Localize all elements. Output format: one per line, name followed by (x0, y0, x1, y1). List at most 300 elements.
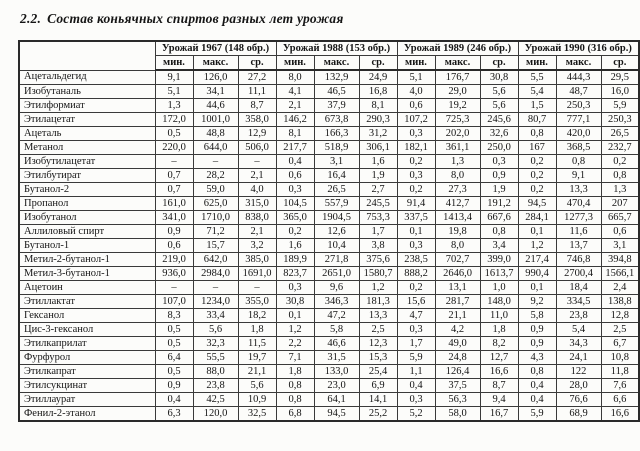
value-cell: 990,4 (518, 267, 556, 281)
value-cell: 2,7 (359, 183, 397, 197)
substance-label: Цис-3-гексанол (19, 323, 155, 337)
value-cell: 838,0 (238, 211, 276, 225)
value-cell: 21,1 (435, 309, 480, 323)
value-cell: 13,1 (435, 281, 480, 295)
value-cell: 166,3 (314, 127, 359, 141)
value-cell: 122 (556, 365, 601, 379)
value-cell: 8,0 (435, 239, 480, 253)
value-cell: 0,9 (155, 379, 193, 393)
value-cell: 37,5 (435, 379, 480, 393)
value-cell: 76,6 (556, 393, 601, 407)
value-cell: 16,6 (601, 407, 639, 422)
value-cell: 2984,0 (193, 267, 238, 281)
value-cell: 5,9 (397, 351, 435, 365)
substance-label: Этилформиат (19, 99, 155, 113)
value-cell: 16,7 (480, 407, 518, 422)
value-cell: 12,9 (238, 127, 276, 141)
value-cell: 1413,4 (435, 211, 480, 225)
table-row (19, 183, 639, 197)
value-cell: 14,1 (359, 393, 397, 407)
value-cell: 181,3 (359, 295, 397, 309)
value-cell: 29,5 (601, 70, 639, 85)
table-row (19, 407, 639, 422)
table-row (19, 85, 639, 99)
value-cell: 1,8 (238, 323, 276, 337)
value-cell: 37,9 (314, 99, 359, 113)
value-cell: 518,9 (314, 141, 359, 155)
value-cell: 25,2 (359, 407, 397, 422)
value-cell: 148,0 (480, 295, 518, 309)
substance-label: Этиллактат (19, 295, 155, 309)
value-cell: 59,0 (193, 183, 238, 197)
value-cell: 16,4 (314, 169, 359, 183)
value-cell: 644,0 (193, 141, 238, 155)
value-cell: 4,2 (435, 323, 480, 337)
substance-label: Ацеталь (19, 127, 155, 141)
value-cell: 4,7 (397, 309, 435, 323)
value-cell: 420,0 (556, 127, 601, 141)
table-row (19, 309, 639, 323)
value-cell: 19,8 (435, 225, 480, 239)
value-cell: 0,8 (518, 365, 556, 379)
value-cell: 217,4 (518, 253, 556, 267)
substance-label: Этилкаприлат (19, 337, 155, 351)
value-cell: 315,0 (238, 197, 276, 211)
value-cell: 167 (518, 141, 556, 155)
value-cell: 1,9 (359, 169, 397, 183)
value-cell: – (193, 155, 238, 169)
value-cell: 337,5 (397, 211, 435, 225)
value-cell: 2,5 (601, 323, 639, 337)
table-row (19, 211, 639, 225)
value-cell: 0,4 (518, 379, 556, 393)
value-cell: 7,6 (601, 379, 639, 393)
value-cell: 290,3 (359, 113, 397, 127)
value-cell: 0,8 (556, 155, 601, 169)
value-cell: 8,0 (276, 70, 314, 85)
value-cell: 1,2 (518, 239, 556, 253)
value-cell: 5,9 (601, 99, 639, 113)
value-cell: 189,9 (276, 253, 314, 267)
value-cell: 0,4 (518, 393, 556, 407)
value-cell: 12,8 (601, 309, 639, 323)
value-cell: 2646,0 (435, 267, 480, 281)
value-cell: 8,1 (276, 127, 314, 141)
value-cell: 0,9 (518, 337, 556, 351)
value-cell: 3,2 (238, 239, 276, 253)
value-cell: 385,0 (238, 253, 276, 267)
value-cell: 0,9 (155, 225, 193, 239)
table-row (19, 351, 639, 365)
value-cell: 355,0 (238, 295, 276, 309)
value-cell: 71,2 (193, 225, 238, 239)
value-cell: 1,3 (601, 183, 639, 197)
substance-label: Этилкапрат (19, 365, 155, 379)
value-cell: 107,0 (155, 295, 193, 309)
value-cell: 9,1 (155, 70, 193, 85)
value-cell: 1,2 (276, 323, 314, 337)
value-cell: 15,3 (359, 351, 397, 365)
value-cell: 23,8 (193, 379, 238, 393)
table-row (19, 295, 639, 309)
value-cell: 0,5 (155, 127, 193, 141)
substance-label: Этилацетат (19, 113, 155, 127)
subheader-min: мин. (397, 56, 435, 71)
value-cell: 5,4 (518, 85, 556, 99)
value-cell: 25,4 (359, 365, 397, 379)
value-cell: 2,5 (359, 323, 397, 337)
value-cell: 0,5 (155, 323, 193, 337)
value-cell: 0,2 (276, 225, 314, 239)
value-cell: 48,7 (556, 85, 601, 99)
value-cell: 0,3 (397, 393, 435, 407)
value-cell: 0,8 (480, 225, 518, 239)
corner-cell (19, 41, 155, 70)
value-cell: 5,5 (518, 70, 556, 85)
subheader-avg: ср. (238, 56, 276, 71)
value-cell: 0,8 (518, 127, 556, 141)
group-header-row (19, 41, 639, 56)
value-cell: 1,3 (155, 99, 193, 113)
table-row (19, 379, 639, 393)
value-cell: 176,7 (435, 70, 480, 85)
subheader-min: мин. (518, 56, 556, 71)
value-cell: 26,5 (314, 183, 359, 197)
value-cell: 0,7 (155, 169, 193, 183)
value-cell: 0,3 (397, 239, 435, 253)
value-cell: 32,6 (480, 127, 518, 141)
value-cell: 506,0 (238, 141, 276, 155)
substance-label: Этилсукцинат (19, 379, 155, 393)
value-cell: 80,7 (518, 113, 556, 127)
value-cell: 1,5 (518, 99, 556, 113)
value-cell: 1904,5 (314, 211, 359, 225)
value-cell: 10,4 (314, 239, 359, 253)
value-cell: 0,1 (276, 309, 314, 323)
value-cell: – (155, 281, 193, 295)
value-cell: 2651,0 (314, 267, 359, 281)
value-cell: 0,4 (276, 155, 314, 169)
substance-label: Изобутаналь (19, 85, 155, 99)
value-cell: 94,5 (314, 407, 359, 422)
value-cell: 1277,3 (556, 211, 601, 225)
value-cell: 0,3 (276, 183, 314, 197)
value-cell: 1,7 (359, 225, 397, 239)
table-row (19, 337, 639, 351)
value-cell: 10,8 (601, 351, 639, 365)
value-cell: – (238, 281, 276, 295)
value-cell: 0,8 (601, 169, 639, 183)
value-cell: 107,2 (397, 113, 435, 127)
value-cell: 470,4 (556, 197, 601, 211)
value-cell: 8,1 (359, 99, 397, 113)
value-cell: 2,1 (238, 169, 276, 183)
value-cell: 5,6 (193, 323, 238, 337)
value-cell: 56,3 (435, 393, 480, 407)
value-cell: 27,2 (238, 70, 276, 85)
table-row (19, 323, 639, 337)
value-cell: 217,7 (276, 141, 314, 155)
value-cell: 394,8 (601, 253, 639, 267)
substance-label: Изобутанол (19, 211, 155, 225)
value-cell: 0,5 (155, 365, 193, 379)
value-cell: 191,2 (480, 197, 518, 211)
value-cell: 746,8 (556, 253, 601, 267)
value-cell: 5,6 (480, 99, 518, 113)
table-row (19, 239, 639, 253)
value-cell: 31,5 (314, 351, 359, 365)
value-cell: 5,2 (397, 407, 435, 422)
value-cell: 5,9 (518, 407, 556, 422)
value-cell: 1,9 (480, 183, 518, 197)
value-cell: 4,0 (397, 85, 435, 99)
value-cell: 11,8 (601, 365, 639, 379)
value-cell: 120,0 (193, 407, 238, 422)
value-cell: 28,2 (193, 169, 238, 183)
value-cell: 48,8 (193, 127, 238, 141)
value-cell: 0,3 (276, 281, 314, 295)
value-cell: 5,4 (556, 323, 601, 337)
value-cell: 91,4 (397, 197, 435, 211)
value-cell: 1,1 (397, 365, 435, 379)
value-cell: 64,1 (314, 393, 359, 407)
value-cell: 55,5 (193, 351, 238, 365)
value-cell: 220,0 (155, 141, 193, 155)
value-cell: 1691,0 (238, 267, 276, 281)
value-cell: 306,1 (359, 141, 397, 155)
value-cell: 1,8 (480, 323, 518, 337)
value-cell: 5,8 (314, 323, 359, 337)
value-cell: 24,9 (359, 70, 397, 85)
value-cell: 2,4 (601, 281, 639, 295)
subheader-max: макс. (193, 56, 238, 71)
value-cell: 0,1 (397, 225, 435, 239)
section-title (20, 11, 344, 27)
value-cell: 6,8 (276, 407, 314, 422)
value-cell: 4,3 (518, 351, 556, 365)
value-cell: 18,2 (238, 309, 276, 323)
value-cell: 8,7 (238, 99, 276, 113)
value-cell: 6,7 (601, 337, 639, 351)
value-cell: 12,6 (314, 225, 359, 239)
value-cell: 375,6 (359, 253, 397, 267)
value-cell: 0,6 (155, 239, 193, 253)
value-cell: 0,8 (276, 393, 314, 407)
table-row (19, 141, 639, 155)
value-cell: 358,0 (238, 113, 276, 127)
value-cell: 0,6 (397, 99, 435, 113)
value-cell: 361,1 (435, 141, 480, 155)
composition-table (18, 40, 640, 422)
substance-label: Метил-2-бутанол-1 (19, 253, 155, 267)
value-cell: 132,9 (314, 70, 359, 85)
value-cell: 28,0 (556, 379, 601, 393)
value-cell: 4,0 (238, 183, 276, 197)
value-cell: 8,2 (480, 337, 518, 351)
value-cell: 9,1 (556, 169, 601, 183)
value-cell: 1001,0 (193, 113, 238, 127)
table-row (19, 113, 639, 127)
table-row (19, 197, 639, 211)
value-cell: 412,7 (435, 197, 480, 211)
value-cell: 0,2 (397, 281, 435, 295)
value-cell: 6,9 (359, 379, 397, 393)
value-cell: 6,3 (155, 407, 193, 422)
value-cell: 0,2 (518, 183, 556, 197)
value-cell: 161,0 (155, 197, 193, 211)
table-row (19, 253, 639, 267)
value-cell: 19,2 (435, 99, 480, 113)
value-cell: 15,6 (397, 295, 435, 309)
value-cell: 42,5 (193, 393, 238, 407)
value-cell: 0,4 (155, 393, 193, 407)
value-cell: 0,9 (480, 169, 518, 183)
section-title-text: Состав коньячных спиртов разных лет урожая (47, 11, 344, 26)
value-cell: 9,4 (480, 393, 518, 407)
value-cell: 0,3 (397, 127, 435, 141)
value-cell: 0,2 (601, 155, 639, 169)
value-cell: 34,3 (556, 337, 601, 351)
value-cell: – (193, 281, 238, 295)
value-cell: 281,7 (435, 295, 480, 309)
value-cell: 104,5 (276, 197, 314, 211)
value-cell: 16,6 (480, 365, 518, 379)
value-cell: 9,2 (518, 295, 556, 309)
substance-label: Метанол (19, 141, 155, 155)
value-cell: 7,1 (276, 351, 314, 365)
value-cell: 284,1 (518, 211, 556, 225)
value-cell: 888,2 (397, 267, 435, 281)
value-cell: 1566,1 (601, 267, 639, 281)
value-cell: 250,0 (480, 141, 518, 155)
value-cell: 250,3 (556, 99, 601, 113)
value-cell: 27,3 (435, 183, 480, 197)
value-cell: 133,0 (314, 365, 359, 379)
value-cell: 2,2 (276, 337, 314, 351)
group-header-3: Урожай 1990 (316 обр.) (518, 41, 639, 56)
value-cell: 1,2 (359, 281, 397, 295)
substance-label: Фенил-2-этанол (19, 407, 155, 422)
value-cell: 725,3 (435, 113, 480, 127)
subheader-avg: ср. (480, 56, 518, 71)
value-cell: 3,8 (359, 239, 397, 253)
value-cell: 250,3 (601, 113, 639, 127)
substance-label: Бутанол-2 (19, 183, 155, 197)
value-cell: 16,0 (601, 85, 639, 99)
group-header-0: Урожай 1967 (148 обр.) (155, 41, 276, 56)
value-cell: 32,3 (193, 337, 238, 351)
value-cell: 0,6 (276, 169, 314, 183)
value-cell: 94,5 (518, 197, 556, 211)
value-cell: 0,6 (601, 225, 639, 239)
value-cell: 245,5 (359, 197, 397, 211)
table-row (19, 155, 639, 169)
value-cell: 5,6 (238, 379, 276, 393)
value-cell: 21,1 (238, 365, 276, 379)
value-cell: 365,0 (276, 211, 314, 225)
value-cell: 47,2 (314, 309, 359, 323)
substance-label: Метил-3-бутанол-1 (19, 267, 155, 281)
value-cell: 12,3 (359, 337, 397, 351)
subheader-min: мин. (155, 56, 193, 71)
value-cell: 172,0 (155, 113, 193, 127)
value-cell: 146,2 (276, 113, 314, 127)
value-cell: 673,8 (314, 113, 359, 127)
subheader-max: макс. (556, 56, 601, 71)
substance-label: Аллиловый спирт (19, 225, 155, 239)
group-header-2: Урожай 1989 (246 обр.) (397, 41, 518, 56)
table-row (19, 99, 639, 113)
value-cell: 0,3 (480, 155, 518, 169)
value-cell: 30,8 (480, 70, 518, 85)
value-cell: 13,3 (359, 309, 397, 323)
value-cell: 702,7 (435, 253, 480, 267)
value-cell: 18,4 (556, 281, 601, 295)
value-cell: 6,6 (601, 393, 639, 407)
value-cell: 44,6 (193, 99, 238, 113)
value-cell: 346,3 (314, 295, 359, 309)
value-cell: – (238, 155, 276, 169)
value-cell: 138,8 (601, 295, 639, 309)
value-cell: 15,7 (193, 239, 238, 253)
value-cell: 0,9 (518, 323, 556, 337)
value-cell: 6,4 (155, 351, 193, 365)
subheader-avg: ср. (359, 56, 397, 71)
value-cell: 1,6 (359, 155, 397, 169)
value-cell: 11,6 (556, 225, 601, 239)
value-cell: 0,2 (397, 155, 435, 169)
value-cell: 341,0 (155, 211, 193, 225)
value-cell: 753,3 (359, 211, 397, 225)
value-cell: 1613,7 (480, 267, 518, 281)
value-cell: 1,3 (435, 155, 480, 169)
value-cell: 1,6 (276, 239, 314, 253)
table-row (19, 70, 639, 85)
value-cell: 30,8 (276, 295, 314, 309)
value-cell: 1,0 (480, 281, 518, 295)
value-cell: 16,8 (359, 85, 397, 99)
value-cell: 3,1 (314, 155, 359, 169)
value-cell: 823,7 (276, 267, 314, 281)
value-cell: 10,9 (238, 393, 276, 407)
substance-label: Этиллаурат (19, 393, 155, 407)
substance-label: Изобутилацетат (19, 155, 155, 169)
value-cell: 33,4 (193, 309, 238, 323)
value-cell: 334,5 (556, 295, 601, 309)
value-cell: 182,1 (397, 141, 435, 155)
value-cell: 126,0 (193, 70, 238, 85)
substance-label: Пропанол (19, 197, 155, 211)
value-cell: 49,0 (435, 337, 480, 351)
value-cell: 1580,7 (359, 267, 397, 281)
table-row (19, 365, 639, 379)
value-cell: 1,7 (397, 337, 435, 351)
value-cell: 0,7 (155, 183, 193, 197)
value-cell: 0,8 (276, 379, 314, 393)
value-cell: 13,3 (556, 183, 601, 197)
value-cell: 232,7 (601, 141, 639, 155)
value-cell: 0,4 (397, 379, 435, 393)
subheader-min: мин. (276, 56, 314, 71)
value-cell: 32,5 (238, 407, 276, 422)
value-cell: 665,7 (601, 211, 639, 225)
substance-label: Ацетальдегид (19, 70, 155, 85)
value-cell: 207 (601, 197, 639, 211)
value-cell: 0,1 (518, 225, 556, 239)
value-cell: 34,1 (193, 85, 238, 99)
value-cell: 1710,0 (193, 211, 238, 225)
value-cell: 0,5 (155, 337, 193, 351)
